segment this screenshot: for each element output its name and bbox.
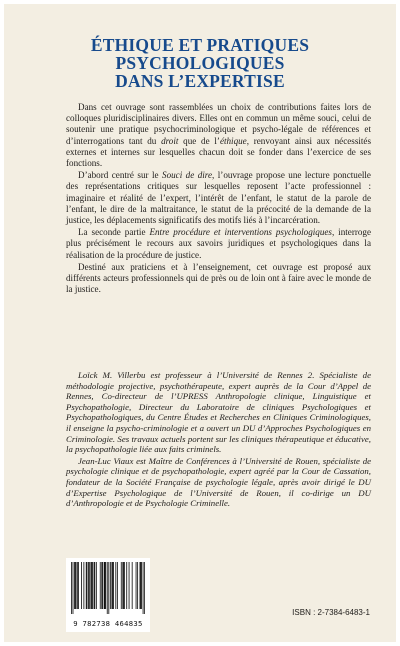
description-paragraph-3: La seconde partie Entre procédure et interventions psychologiques, interroge plus précisément le recours aux savoirs juridiques et psychologiques dans la réalisation de la procédure de justice. xyxy=(66,227,372,260)
barcode-bar xyxy=(110,562,111,609)
barcode-bar xyxy=(123,562,124,609)
barcode-bar xyxy=(141,562,142,609)
title-line-3: DANS L’EXPERTISE xyxy=(115,71,285,91)
barcode-bar xyxy=(121,562,122,609)
barcode-bar xyxy=(83,562,84,609)
barcode-bar xyxy=(78,562,79,609)
barcode-bar xyxy=(71,562,72,614)
barcode-bar xyxy=(129,562,130,609)
barcode-bar xyxy=(112,562,113,609)
barcode-bar xyxy=(113,562,114,609)
barcode-bar xyxy=(92,562,93,609)
barcode-bar xyxy=(96,562,97,609)
barcode-bar xyxy=(126,562,127,609)
barcode-bar xyxy=(122,562,123,609)
barcode-bar xyxy=(88,562,89,609)
back-cover xyxy=(4,4,396,642)
barcode-bar xyxy=(136,562,137,609)
book-title xyxy=(4,36,396,90)
barcode-bar xyxy=(102,562,103,609)
barcode-bar xyxy=(105,562,106,609)
barcode-bars xyxy=(71,562,145,614)
description-paragraph-1: Dans cet ouvrage sont rassemblées un choix de contributions faites lors de colloques pluridisciplinaires divers. Elles ont en commun un même souci, celui de soutenir une pratique psychocriminologique et psycho-légale de références et d’interrogations tant du droit que de l’éthique, renvoyant ainsi aux nécessités externes et internes sur lesquelles chacun doit se fonder dans l’exercice de ses fonctions. xyxy=(66,102,372,169)
barcode-bar xyxy=(77,562,78,609)
barcode-bar xyxy=(94,562,95,609)
barcode-bar xyxy=(140,562,141,609)
barcode-bar xyxy=(144,562,145,614)
barcode-bar xyxy=(90,562,91,609)
barcode-bar xyxy=(137,562,138,609)
barcode-bar xyxy=(73,562,74,614)
bio-viaux: Jean-Luc Viaux est Maître de Conférences à l’Université de Rouen, spécialiste de psychologie clinique et de psychopathologie, expert agréé par la Cour de Cassation, fondateur de la Société Française de psychologie légale, après avoir dirigé le DU d’Expertise Psychologique de l’Université de Rouen, il co-dirige un DU d’Anthropologie et de Psychologie Criminelle. xyxy=(66,455,371,509)
title-line-2: PSYCHOLOGIQUES xyxy=(115,53,285,73)
barcode xyxy=(66,558,150,632)
author-bios xyxy=(66,370,371,509)
barcode-bar xyxy=(94,562,95,609)
bio-villerbu: Loïck M. Villerbu est professeur à l’Université de Rennes 2. Spécialiste de méthodologie projective, psychothérapeute, expert auprès de la Cour d’Appel de Rennes, Co-directeur de l’UPRESS Anthropologie clinique, Linguistique et Psychopathologie, Directeur du Laboratoire de cliniques Psychologiques et Psychopathologiques, du Centre Études et Recherches en Cliniques Criminologiques, il enseigne la psycho-criminologie et a ouvert un DU d’Approches Psychologiques en Criminologie. Ses travaux actuels portent sur les cliniques thérapeutique et éducative, la psychopathologie liée aux faits criminels. xyxy=(66,370,371,455)
barcode-bar xyxy=(143,562,144,614)
barcode-bar xyxy=(140,562,141,609)
barcode-bar xyxy=(101,562,102,609)
barcode-bar xyxy=(76,562,77,609)
barcode-bar xyxy=(75,562,76,609)
barcode-bar xyxy=(87,562,88,609)
barcode-bar xyxy=(81,562,82,609)
barcode-bar xyxy=(89,562,90,609)
barcode-bar xyxy=(117,562,118,609)
barcode-bar xyxy=(115,562,116,609)
barcode-bar xyxy=(86,562,87,609)
title-line-1: ÉTHIQUE ET PRATIQUES xyxy=(90,35,310,55)
barcode-bar xyxy=(100,562,101,609)
barcode-bar xyxy=(112,562,113,609)
barcode-bar xyxy=(107,562,108,614)
isbn: ISBN : 2-7384-6483-1 xyxy=(292,608,370,617)
book-description xyxy=(66,102,371,295)
barcode-bar xyxy=(124,562,125,609)
barcode-bar xyxy=(91,562,92,609)
barcode-bar xyxy=(104,562,105,609)
barcode-bar xyxy=(104,562,105,609)
barcode-bar xyxy=(74,562,75,609)
description-paragraph-2: D’abord centré sur le Souci de dire, l’ouvrage propose une lecture ponctuelle des représentations critiques sur lesquelles reposent l’acte professionnel : imaginaire et réalité de l’expert, l’intérêt de l’enfant, le statut de la parole de l’enfant, le dire de la maltraitance, le statut de la précocité de la demande de la justice, les déplacements significatifs des motifs liés à l’incarcération. xyxy=(66,170,371,226)
barcode-digits: 9 782738 464835 xyxy=(73,619,143,628)
barcode-bar xyxy=(108,562,109,614)
description-paragraph-4: Destiné aux praticiens et à l’enseignement, cet ouvrage est proposé aux différents acteurs professionnels qui de près ou de loin ont à faire avec le monde de la justice. xyxy=(66,261,371,295)
barcode-bar xyxy=(132,562,133,609)
